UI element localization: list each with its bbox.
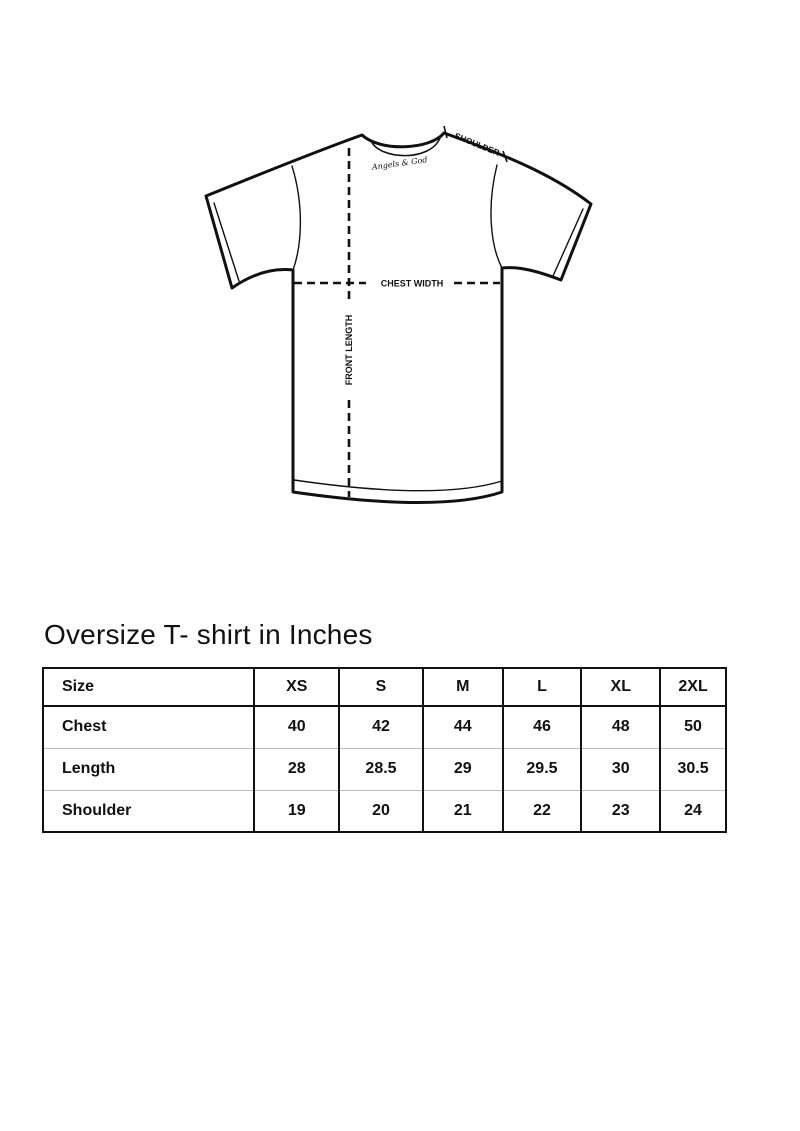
cell-value: 40 [254,706,339,748]
cell-value: 22 [503,790,582,832]
cell-value: 29.5 [503,748,582,790]
row-label: Chest [62,718,107,736]
cell-value: 48 [581,706,660,748]
left-armhole-seam [292,166,300,270]
size-table [42,667,727,833]
cell-value: 23 [581,790,660,832]
header-size-xs: XS [254,668,339,706]
header-size-s: S [339,668,423,706]
header-size-l: L [503,668,582,706]
table-row-chest [43,706,726,748]
cell-value: 19 [254,790,339,832]
front-length-label: FRONT LENGTH [344,314,354,386]
bottom-hem [294,480,502,491]
table-row-shoulder [43,790,726,832]
shoulder-label: SHOULDER [453,130,502,158]
brand-label: Angels & God [371,155,428,172]
cell-value: 21 [423,790,503,832]
cell-value: 28 [254,748,339,790]
cell-value: 20 [339,790,423,832]
table-row-length [43,748,726,790]
tshirt-diagram [0,0,800,560]
table-header-row [43,668,726,706]
chest-width-label: CHEST WIDTH [380,278,444,289]
cell-value: 50 [660,706,726,748]
cell-value: 44 [423,706,503,748]
header-size-2xl: 2XL [660,668,726,706]
header-size-label: Size [62,678,95,695]
cell-value: 29 [423,748,503,790]
header-size-m: M [423,668,503,706]
cell-value: 24 [660,790,726,832]
cell-value: 46 [503,706,582,748]
table-title: Oversize T- shirt in Inches [44,619,373,650]
cell-value: 30 [581,748,660,790]
row-label: Shoulder [62,801,132,819]
cell-value: 30.5 [660,748,726,790]
tshirt-outline [206,130,591,503]
header-size-xl: XL [581,668,660,706]
cell-value: 42 [339,706,423,748]
cell-value: 28.5 [339,748,423,790]
row-label: Length [62,760,116,777]
right-armhole-seam [491,165,502,268]
